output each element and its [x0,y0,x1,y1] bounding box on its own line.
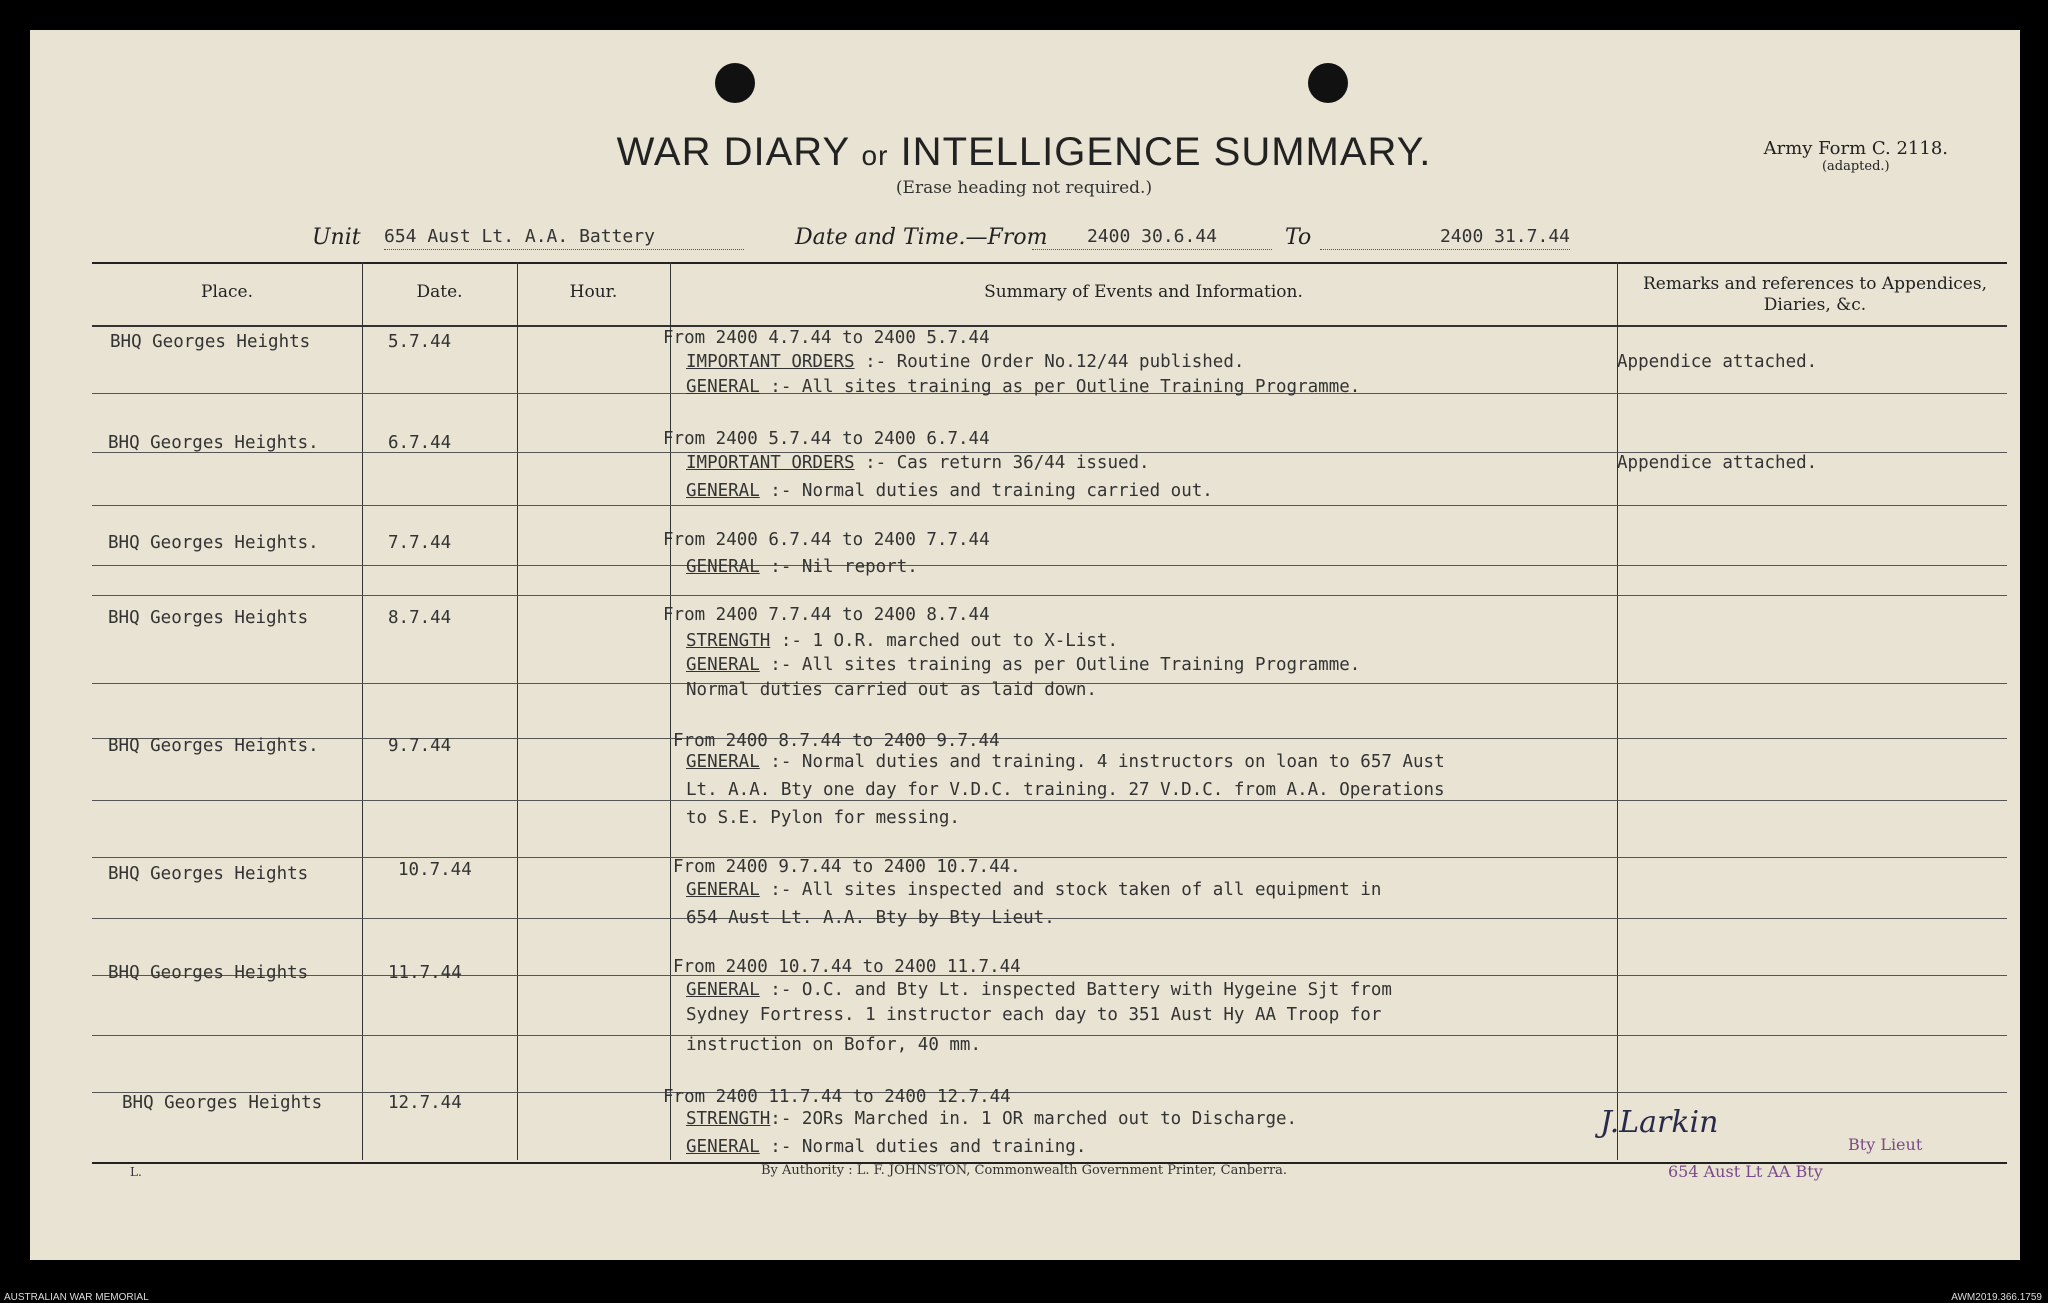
entry-line [686,655,1360,675]
column-header-date: Date. [416,282,463,302]
entry-date: 10.7.44 [398,860,472,880]
entry-text: Sydney Fortress. 1 instructor each day to 351 Aust Hy AA Troop for [686,1005,1382,1025]
entry-place: BHQ Georges Heights [122,1093,323,1113]
row-rule [92,1092,2007,1093]
entry-place: BHQ Georges Heights [108,608,309,628]
entry-text: :- All sites training as per Outline Training Programme. [759,655,1361,675]
entry-line [686,1137,1086,1157]
entry-place: BHQ Georges Heights [108,864,309,884]
entry-place: BHQ Georges Heights. [108,433,319,453]
date-to-value: 2400 31.7.44 [1320,226,1570,250]
column-divider [1617,262,1618,1160]
entry-text: :- 1 O.R. marched out to X-List. [770,631,1118,651]
entry-from: From 2400 8.7.44 to 2400 9.7.44 [673,731,1000,751]
entry-line [686,453,1150,473]
entry-line [686,908,1055,928]
entry-date: 6.7.44 [388,433,452,453]
diary-table [92,262,2007,1164]
entry-text: :- Cas return 36/44 issued. [854,453,1150,473]
entry-text: :- Nil report. [759,557,918,577]
entry-text: 654 Aust Lt. A.A. Bty by Bty Lieut. [686,908,1055,928]
column-header-place: Place. [201,282,253,302]
army-form-adapted: (adapted.) [1821,159,1890,174]
entry-line [686,808,960,828]
row-rule [92,595,2007,596]
entry-tag: GENERAL [686,752,760,772]
entry-line [686,1035,981,1055]
officer-signature: J.Larkin [1600,1105,1719,1140]
entry-text: :- Routine Order No.12/44 published. [854,352,1245,372]
punch-hole [715,63,755,103]
entry-tag: GENERAL [686,377,760,397]
entry-tag: IMPORTANT ORDERS [686,453,855,473]
entry-tag: GENERAL [686,655,760,675]
column-header-summary: Summary of Events and Information. [984,282,1303,302]
entry-place: BHQ Georges Heights [110,332,311,352]
entry-text: Normal duties carried out as laid down. [686,680,1097,700]
column-header-hour: Hour. [569,282,618,302]
form-mark: L. [130,1165,142,1179]
subtitle: (Erase heading not required.) [895,178,1153,198]
row-rule [92,738,2007,739]
entry-line [686,680,1097,700]
unit-value: 654 Aust Lt. A.A. Battery [384,226,744,250]
entry-text: to S.E. Pylon for messing. [686,808,960,828]
entry-date: 12.7.44 [388,1093,462,1113]
entry-tag: IMPORTANT ORDERS [686,352,855,372]
entry-place: BHQ Georges Heights. [108,736,319,756]
entry-text: :- Normal duties and training carried out. [759,481,1213,501]
row-rule [92,975,2007,976]
entry-text: :- 2ORs Marched in. 1 OR marched out to Discharge. [770,1109,1298,1129]
army-form-label [1764,140,1948,176]
entry-text: :- Normal duties and training. [759,1137,1087,1157]
column-header-remarks: Remarks and references to Appendices, Diaries, &c. [1643,274,1987,315]
entry-text: instruction on Bofor, 40 mm. [686,1035,982,1055]
entry-tag: GENERAL [686,481,760,501]
entry-from: From 2400 4.7.44 to 2400 5.7.44 [663,328,990,348]
entry-line [686,980,1392,1000]
entry-text: :- O.C. and Bty Lt. inspected Battery with Hygeine Sjt from [759,980,1392,1000]
entry-line [686,481,1213,501]
column-divider [670,262,671,1160]
entry-tag: STRENGTH [686,631,771,651]
column-divider [517,262,518,1160]
entry-place: BHQ Georges Heights. [108,533,319,553]
entry-line [686,352,1244,372]
entry-remark: Appendice attached. [1617,453,1818,473]
entry-line [686,780,1445,800]
stamp-unit: 654 Aust Lt AA Bty [1668,1162,1823,1181]
entry-line [686,377,1360,397]
entry-tag: GENERAL [686,980,760,1000]
title-or: or [861,140,889,171]
entry-date: 5.7.44 [388,332,452,352]
to-label: To [1285,225,1312,250]
entry-tag: STRENGTH [686,1109,771,1129]
entry-from: From 2400 7.7.44 to 2400 8.7.44 [663,605,990,625]
entry-place: BHQ Georges Heights [108,963,309,983]
entry-line [686,1109,1297,1129]
entry-tag: GENERAL [686,557,760,577]
entry-line [686,880,1381,900]
entry-text: :- Normal duties and training. 4 instructors on loan to 657 Aust [759,752,1445,772]
row-rule [92,505,2007,506]
punch-hole [1308,63,1348,103]
entry-text: :- All sites inspected and stock taken of all equipment in [759,880,1382,900]
entry-date: 7.7.44 [388,533,452,553]
unit-label: Unit [312,225,361,250]
entry-line [686,557,918,577]
printer-authority: By Authority : L. F. JOHNSTON, Commonwealth Government Printer, Canberra. [760,1163,1288,1178]
row-rule [92,857,2007,858]
entry-tag: GENERAL [686,880,760,900]
title-intelligence-summary: INTELLIGENCE SUMMARY. [900,130,1432,174]
entry-tag: GENERAL [686,1137,760,1157]
entry-from: From 2400 11.7.44 to 2400 12.7.44 [663,1087,1011,1107]
row-rule [92,1035,2007,1036]
stamp-rank: Bty Lieut [1848,1135,1923,1154]
header-rule [92,325,2007,327]
entry-date: 8.7.44 [388,608,452,628]
entry-from: From 2400 10.7.44 to 2400 11.7.44 [673,957,1021,977]
entry-from: From 2400 9.7.44 to 2400 10.7.44. [673,857,1021,877]
archive-reference: AWM2019.366.1759 [1951,1292,2042,1303]
entry-line [686,1005,1381,1025]
entry-remark: Appendice attached. [1617,352,1818,372]
archive-caption: AUSTRALIAN WAR MEMORIAL [4,1292,149,1303]
title-war-diary: WAR DIARY [616,130,850,174]
army-form-number: Army Form C. 2118. [1763,138,1948,159]
entry-line [686,752,1445,772]
date-from-value: 2400 30.6.44 [1032,226,1272,250]
row-rule [92,565,2007,566]
entry-from: From 2400 5.7.44 to 2400 6.7.44 [663,429,990,449]
entry-text: Lt. A.A. Bty one day for V.D.C. training. 27 V.D.C. from A.A. Operations [686,780,1445,800]
date-time-label: Date and Time.—From [795,225,1048,250]
column-divider [362,262,363,1160]
entry-from: From 2400 6.7.44 to 2400 7.7.44 [663,530,990,550]
entry-date: 9.7.44 [388,736,452,756]
row-rule [92,800,2007,801]
entry-text: :- All sites training as per Outline Training Programme. [759,377,1361,397]
entry-date: 11.7.44 [388,963,462,983]
page-title [0,130,2048,175]
entry-line [686,631,1118,651]
